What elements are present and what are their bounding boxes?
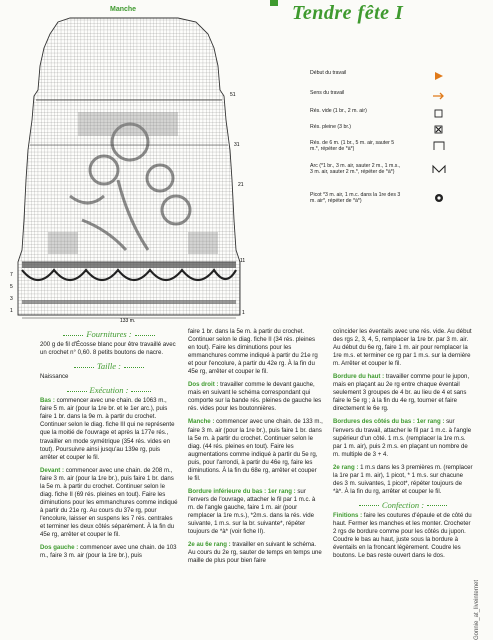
side-number-1: 1	[10, 308, 13, 314]
crochet-diagram	[8, 0, 258, 322]
watermark: Gonnie_at_liveinternet	[474, 579, 480, 640]
side-number-5: 5	[10, 284, 13, 290]
row-number-31: 31	[234, 142, 240, 148]
row-number-51: 51	[230, 92, 236, 98]
width-label: 133 m.	[120, 318, 136, 322]
dos-droit-paragraph: Dos droit : travailler comme le devant gauche, mais en suivant le schéma correspondant qui comporte sur la bande rés. pleines de gauche les rés. vides pour les boutonnières.	[188, 381, 322, 413]
rang-continued: coïncider les éventails avec une rés. vide. Au début des rgs 2, 3, 4, 5, remplacer la 1re br. par 3 m. air. Au début du 6e rg, faire 1 m. air pour remplacer la 1re m.s. et terminer ce rg par 1 m.s. sur la dernière m. Arrêter et couper le fil.	[333, 328, 472, 368]
sleeve-grid-svg	[8, 0, 258, 322]
column-1	[40, 328, 178, 565]
row-number-21: 21	[238, 182, 244, 188]
instructions	[0, 328, 493, 640]
bordures-cotes-paragraph: Bordures des côtés du bas : 1er rang : sur l'envers du travail, attacher le fil par 1 m.c. à l'angle supérieur d'un côté. 1 m.s. (remplacer la 1re m.s. par 1 m. air), puis 2 m.s. en plaçant un nombre de m. multiple de 3 + 4.	[333, 418, 472, 458]
fournitures-text: 200 g de fil d'Écosse blanc pour être travaillé avec un crochet n° 0,60. 8 petits boutons de nacre.	[40, 341, 176, 357]
section-heading-fournitures: Fournitures :	[40, 330, 178, 338]
manche-paragraph: Manche : commencer avec une chain. de 133 m., faire 3 m. air (pour la 1re br.), puis faire 1 br. dans la 5e m. à partir du crochet. Continuer selon le diag. (44 rés. pleines en tout). Faire les augmentations comme indiqué à partir du 5e rg, puis, pour l'arrondi, à partir du 46e rg, faire les diminutions. À la fin du 68e rg, arrêter et couper le fil.	[188, 418, 323, 482]
row-number-11: 11	[240, 258, 246, 264]
column-3	[333, 328, 473, 565]
bas-paragraph: Bas : commencer avec une chain. de 1063 m., faire 5 m. air (pour la 1re br. et le 1er arc.), puis faire 1 br. dans la 9e m. à partir du crochet. Continuer selon le diag. fiche III qui ne représente que la moitié de l'ouvrage et après la 177e rés., travailler en mode symétrique (354 rés. vides en tout). Poursuivre ainsi jusqu'au 139e rg, puis arrêter et couper le fil.	[40, 397, 175, 461]
rang-2-6-paragraph: 2e au 6e rang : travailler en suivant le schéma. Au cours du 2e rg, sauter de temps en temps une maille de plus pour bien faire	[188, 541, 322, 565]
filled-square-icon	[432, 124, 446, 136]
picot-icon	[432, 192, 446, 204]
direction-arrow-icon	[432, 90, 446, 102]
column-2	[188, 328, 323, 570]
dos-gauche-continued: faire 1 br. dans la 5e m. à partir du crochet. Continuer selon le diag. fiche II (34 rés. pleines en tout). Faire les diminutions pour les emmanchures comme indiqué à partir du 21e rg et pour l'encolure, à partir du 42e rg. À la fin du 45e rg, arrêter et couper le fil.	[188, 328, 318, 376]
bracket-icon	[432, 140, 446, 152]
page-title: Tendre fête I	[292, 2, 404, 24]
bordure-inferieure-paragraph: Bordure inférieure du bas : 1er rang : sur l'envers de l'ouvrage, attacher le fil par 1 m.c. à m. de l'angle gauche, faire 1 m. air (pour remplacer la 1re m.s.), *2m.s. dans la rés. vide suivante, 1 m.s. sur la br. suivante*, répéter toujours de *à* (voir fiche II).	[188, 487, 316, 536]
row-number-1: 1	[242, 310, 245, 316]
arrow-start-icon	[432, 70, 446, 82]
chart-title: Manche	[110, 6, 137, 13]
rang-2-paragraph: 2e rang : 1 m.s dans les 3 premières m. (remplacer la 1re par 1 m. air), 1 picot, * 1 m.s. sur chacune des 3 m. suivantes, 1 picot*, répéter toujours de *à*. À la fin du rg, arrêter et couper le fil.	[333, 463, 473, 495]
section-heading-taille: Taille :	[40, 362, 178, 370]
title-accent-mark	[270, 0, 278, 6]
bordure-haut-paragraph: Bordure du haut : travailler comme pour le jupon, mais en plaçant au 2e rg entre chaque éventail seulement 3 groupes de 4 br. au lieu de 4 et sans faire le 5e rg ; à la fin du 4e rg, tourner et faire directement le 6e rg.	[333, 373, 470, 413]
section-heading-confection: Confection :	[333, 501, 473, 509]
devant-paragraph: Devant : commencer avec une chain. de 208 m., faire 3 m. air (pour la 1re br.), puis faire 1 br. dans la 5e m. à partir du crochet. Continuer selon le diag. fiche II (69 rés. pleines en tout). Faire les diminutions pour les emmanchures comme indiqué à partir du 21e rg. Au cours du 37e rg, pour l'encolure, laisser en suspens les 7 rés. centrales et terminer les deux côtés séparément. À la fin du 45e rg, arrêter et couper le fil.	[40, 466, 178, 539]
finitions-paragraph: Finitions : faire les coutures d'épaule et de côté du haut. Fermer les manches et les monter. Crocheter 2 rgs de bordure comme pour les côtés du jupon. Coudre le bas au haut, juste sous la bordure à éventails en la froncant légèrement. Coudre les boutons. Le bas reste ouvert dans le dos.	[333, 511, 472, 560]
section-heading-execution: Exécution :	[40, 386, 178, 394]
side-number-3: 3	[10, 296, 13, 302]
dos-gauche-paragraph: Dos gauche : commencer avec une chain. de 103 m., faire 3 m. air (pour la 1re br.), puis	[40, 544, 177, 560]
grid-outline	[18, 18, 240, 315]
arc-icon	[432, 163, 446, 175]
empty-square-icon	[432, 108, 446, 120]
taille-text: Naissance	[40, 373, 69, 381]
side-number-7: 7	[10, 272, 13, 278]
